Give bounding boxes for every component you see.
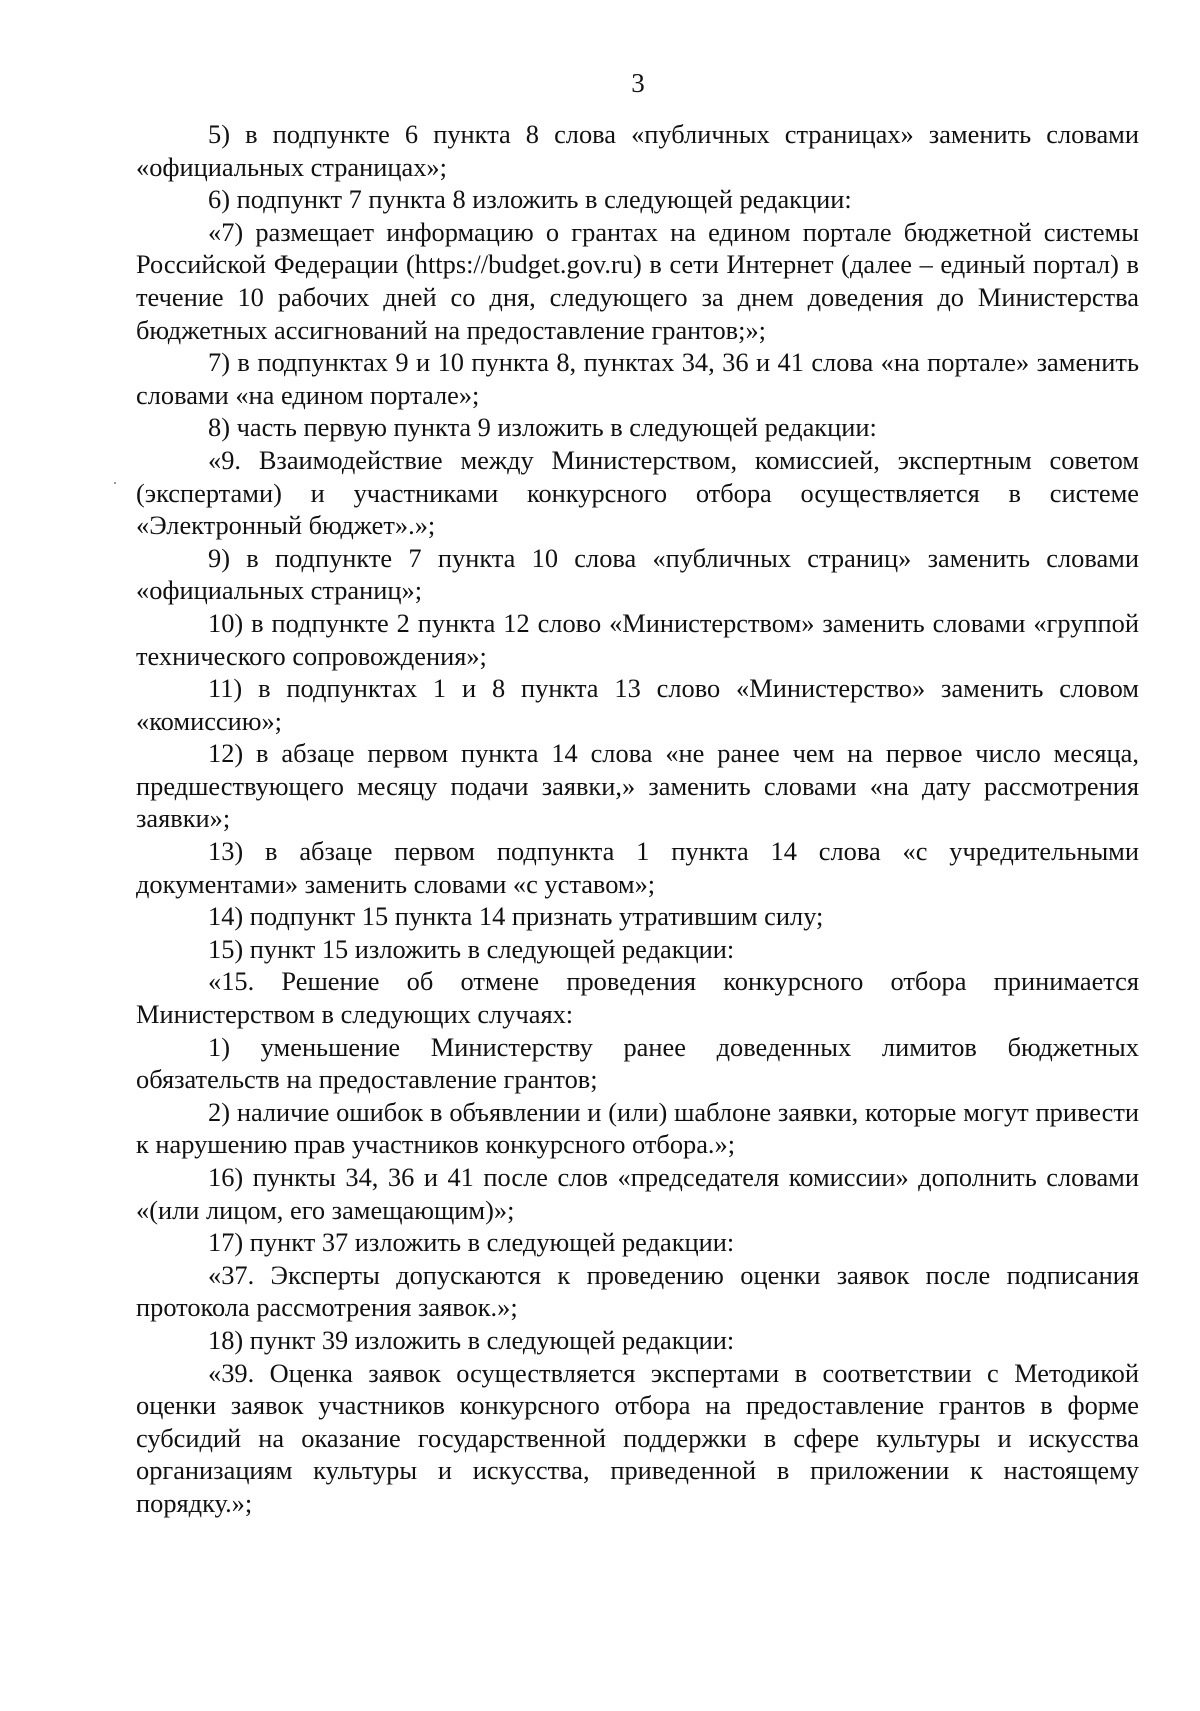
paragraph-item-10: 10) в подпункте 2 пункта 12 слово «Министерством» заменить словами «группой технического сопровождения»; [136,607,1139,671]
paragraph-quote-15: «15. Решение об отмене проведения конкурсного отбора принимается Министерством в следующих случаях: [136,966,1139,1030]
paragraph-item-18: 18) пункт 39 изложить в следующей редакции: [208,1324,735,1355]
paragraph-quote-15-2: 2) наличие ошибок в объявлении и (или) шаблоне заявки, которые могут привести к нарушению прав участников конкурсного отбора.»; [136,1096,1139,1160]
paragraph-item-14: 14) подпункт 15 пункта 14 признать утратившим силу; [208,901,824,932]
paragraph-item-16: 16) пункты 34, 36 и 41 после слов «председателя комиссии» дополнить словами «(или лицом, его замещающим)»; [136,1162,1139,1225]
paragraph-item-15: 15) пункт 15 изложить в следующей редакции: [208,933,735,964]
paragraph-quote-9: «9. Взаимодействие между Министерством, комиссией, экспертным советом (экспертами) и участниками конкурсного отбора осуществляется в системе «Электронный бюджет».»; [136,444,1139,541]
paragraph-item-12: 12) в абзаце первом пункта 14 слова «не ранее чем на первое число месяца, предшествующего месяцу подачи заявки,» заменить словами «на дату рассмотрения заявки»; [136,738,1139,834]
page-number: 3 [631,68,645,98]
document-body [136,118,1139,1520]
paragraph-item-8: 8) часть первую пункта 9 изложить в следующей редакции: [208,412,877,443]
paragraph-item-17: 17) пункт 37 изложить в следующей редакции: [208,1227,735,1258]
paragraph-item-13: 13) в абзаце первом подпункта 1 пункта 14 слова «с учредительными документами» заменить словами «с уставом»; [136,836,1139,899]
paragraph-item-6: 6) подпункт 7 пункта 8 изложить в следующей редакции: [208,184,852,215]
paragraph-item-7: 7) в подпунктах 9 и 10 пункта 8, пунктах 34, 36 и 41 слова «на портале» заменить словами «на едином портале»; [136,347,1139,410]
paragraph-item-9: 9) в подпункте 7 пункта 10 слова «публичных страниц» заменить словами «официальных страниц»; [136,542,1139,606]
paragraph-quote-37: «37. Эксперты допускаются к проведению оценки заявок после подписания протокола рассмотрения заявок.»; [136,1259,1139,1323]
paragraph-quote-39: «39. Оценка заявок осуществляется экспертами в соответствии с Методикой оценки заявок участников конкурсного отбора на предоставление грантов в форме субсидий на оказание государственной поддержки в сфере культуры и искусства организациям культуры и искусства, приведенной в приложении к настоящему порядку.»; [136,1357,1139,1518]
paragraph-item-5: 5) в подпункте 6 пункта 8 слова «публичных страницах» заменить словами «официальных страницах»; [136,119,1139,182]
paragraph-quote-15-1: 1) уменьшение Министерству ранее доведенных лимитов бюджетных обязательств на предоставление грантов; [136,1031,1139,1095]
scan-speck [114,482,116,484]
paragraph-quote-7: «7) размещает информацию о грантах на едином портале бюджетной системы Российской Федерации (https://budget.gov.ru) в сети Интернет (далее – единый портал) в течение 10 рабочих дней со дня, следующего за днем доведения до Министерства бюджетных ассигнований на предоставление грантов;»; [136,216,1139,345]
paragraph-item-11: 11) в подпунктах 1 и 8 пункта 13 слово «Министерство» заменить словом «комиссию»; [136,673,1139,736]
